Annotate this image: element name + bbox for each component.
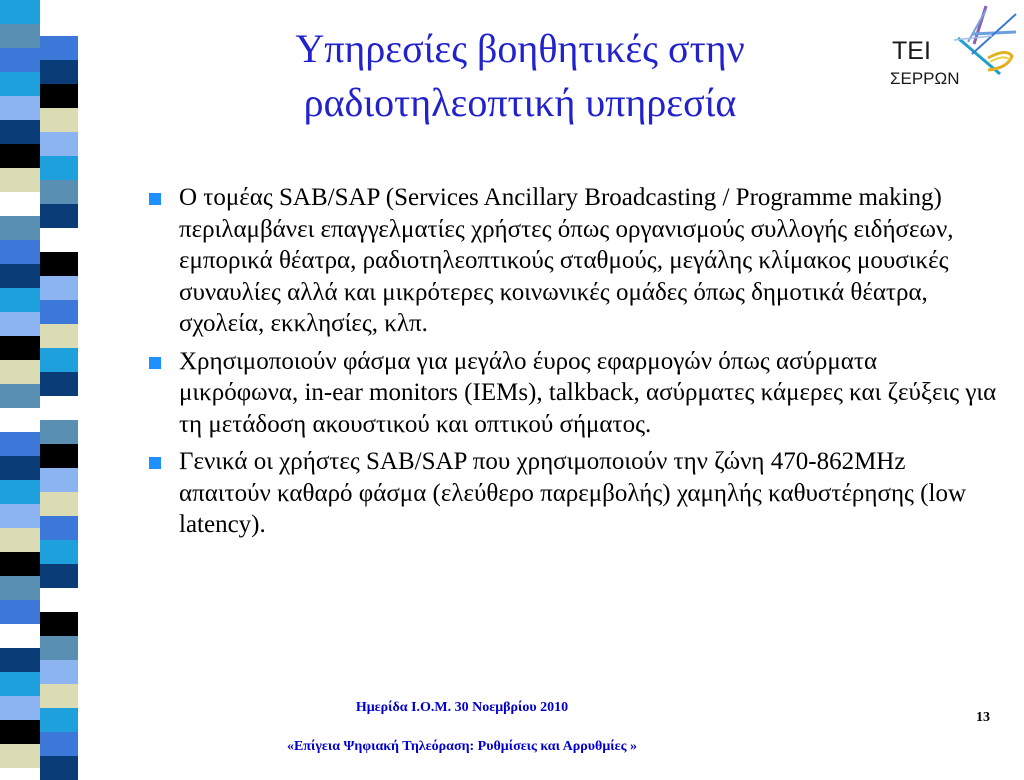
square-bullet-icon	[149, 357, 161, 369]
stripe-block	[40, 156, 78, 180]
stripe-block	[40, 756, 78, 780]
stripe-block	[0, 672, 40, 696]
bullet-text: Γενικά οι χρήστες SAB/SAP που χρησιμοποιούν την ζώνη 470-862MHz απαιτούν καθαρό φάσμα (ελεύθερο παρεμβολής) χαμηλής καθυστέρησης (low latency).	[179, 448, 967, 538]
stripe-block	[40, 132, 78, 156]
stripe-block	[0, 456, 40, 480]
stripe-block	[0, 264, 40, 288]
stripe-block	[40, 84, 78, 108]
stripe-block	[0, 336, 40, 360]
stripe-block	[0, 432, 40, 456]
stripe-block	[0, 216, 40, 240]
slide-title-line1: Υπηρεσίες βοηθητικές στην	[295, 26, 745, 71]
stripe-block	[40, 420, 78, 444]
stripe-block	[40, 60, 78, 84]
stripe-block	[0, 72, 40, 96]
tei-serron-star-logo-icon	[868, 4, 1018, 96]
stripe-block	[0, 168, 40, 192]
stripe-block	[0, 192, 40, 216]
stripe-block	[0, 528, 40, 552]
stripe-block	[40, 12, 78, 36]
stripe-block	[40, 36, 78, 60]
stripe-block	[40, 564, 78, 588]
bullet-text: Χρησιμοποιούν φάσμα για μεγάλο έυρος εφαρμογών όπως ασύρματα μικρόφωνα, in-ear monitors (IEMs), talkback, ασύρματες κάμερες και ζεύξεις για τη μετάδοση ακουστικού και οπτικού σήματος.	[179, 347, 997, 438]
stripe-block	[0, 600, 40, 624]
stripe-block	[40, 636, 78, 660]
logo-tei-text: ΤΕΙ	[892, 37, 931, 65]
stripe-block	[0, 624, 40, 648]
square-bullet-icon	[149, 457, 161, 469]
stripe-block	[0, 384, 40, 408]
stripe-block	[40, 228, 78, 252]
slide-title	[150, 22, 890, 130]
stripe-block	[0, 504, 40, 528]
stripe-block	[40, 348, 78, 372]
stripe-block	[40, 588, 78, 612]
stripe-block	[0, 240, 40, 264]
stripe-block	[0, 576, 40, 600]
footer-subtitle: «Επίγεια Ψηφιακή Τηλεόραση: Ρυθμίσεις και Αρρυθμίες »	[286, 739, 638, 754]
stripe-block	[0, 24, 40, 48]
bullet-item	[142, 182, 1000, 340]
stripe-block	[40, 180, 78, 204]
stripe-block	[0, 0, 40, 24]
stripe-block	[40, 612, 78, 636]
footer-event: Ημερίδα Ι.Ο.Μ. 30 Νοεμβρίου 2010	[355, 700, 569, 715]
stripe-block	[40, 516, 78, 540]
stripe-block	[0, 408, 40, 432]
stripe-block	[0, 96, 40, 120]
stripe-block	[40, 108, 78, 132]
stripe-block	[40, 324, 78, 348]
tei-serron-logo	[868, 4, 1018, 96]
stripe-block	[40, 492, 78, 516]
stripe-block	[40, 396, 78, 420]
stripe-block	[40, 204, 78, 228]
decorative-stripe	[0, 0, 110, 768]
stripe-block	[0, 648, 40, 672]
stripe-block	[0, 120, 40, 144]
square-bullet-icon	[149, 193, 161, 205]
stripe-block	[40, 372, 78, 396]
stripe-block	[0, 360, 40, 384]
page-number: 13	[976, 710, 990, 725]
stripe-block	[0, 552, 40, 576]
bullet-item	[142, 346, 1000, 441]
stripe-block	[40, 300, 78, 324]
stripe-block	[40, 468, 78, 492]
stripe-block	[40, 252, 78, 276]
logo-serron-text: ΣΕΡΡΩΝ	[890, 69, 960, 88]
bullet-list	[142, 182, 1000, 547]
slide-title-line2: ραδιοτηλεοπτική υπηρεσία	[303, 80, 737, 125]
stripe-block	[40, 540, 78, 564]
stripe-block	[0, 48, 40, 72]
bullet-item	[142, 446, 1000, 541]
stripe-block	[40, 276, 78, 300]
stripe-block	[40, 660, 78, 684]
stripe-block	[0, 288, 40, 312]
stripe-block	[40, 444, 78, 468]
stripe-block	[0, 312, 40, 336]
stripe-block	[0, 144, 40, 168]
bullet-text: Ο τομέας SAB/SAP (Services Ancillary Broadcasting / Programme making) περιλαμβάνει επαγγελματίες χρήστες όπως οργανισμούς συλλογής ειδήσεων, εμπορικά θέατρα, ραδιοτηλεοπτικούς σταθμούς, μεγάλης κλίμακος μουσικές συναυλίες αλλά και μικρότερες κοινωνικές ομάδες όπως δημοτικά θέατρα, σχολεία, εκκλησίες, κλπ.	[179, 184, 954, 337]
stripe-block	[0, 480, 40, 504]
